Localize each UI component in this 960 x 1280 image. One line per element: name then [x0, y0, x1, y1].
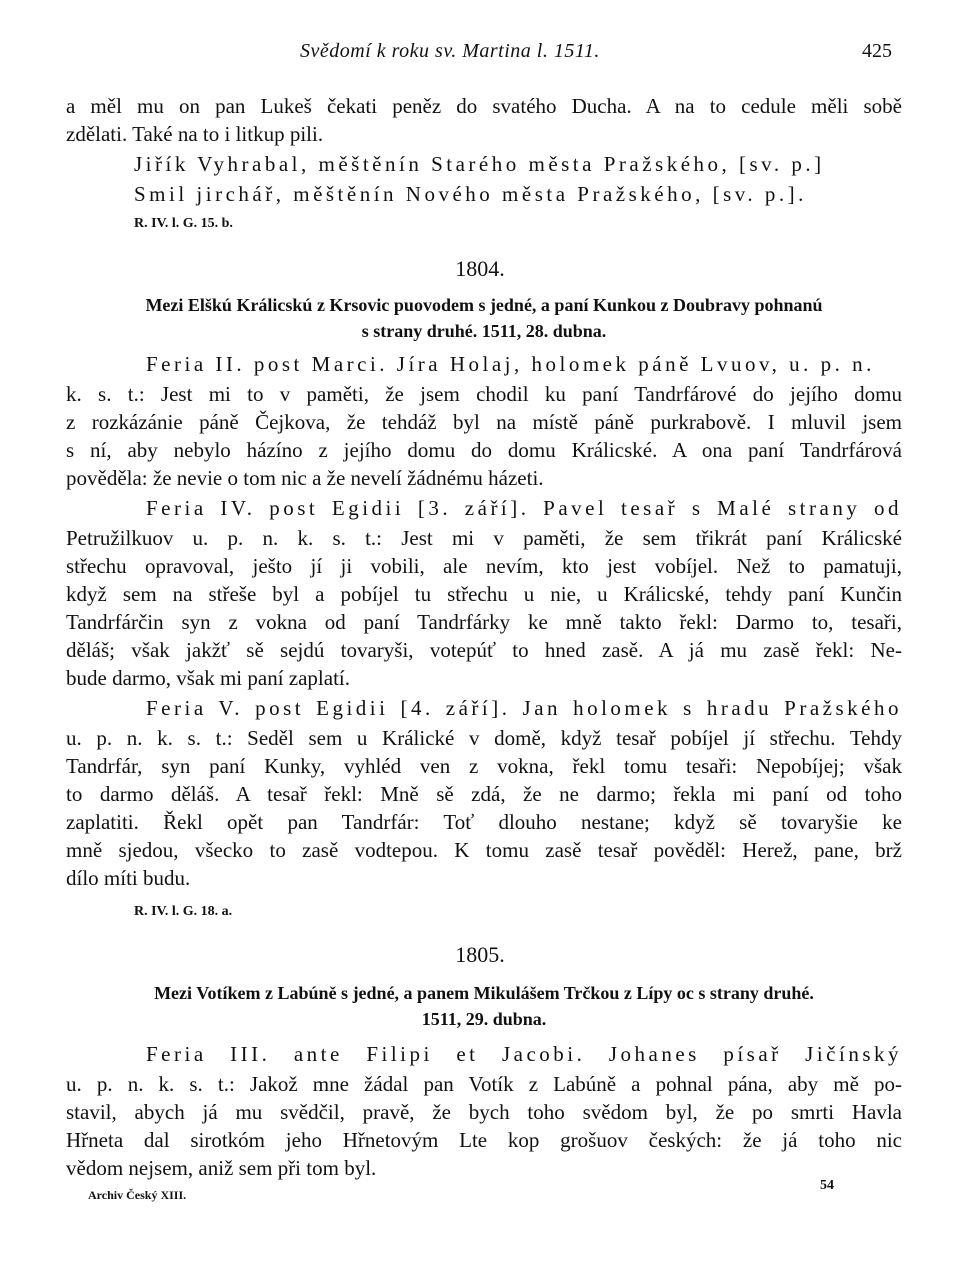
document-number: 1804. [455, 256, 505, 281]
text-line: zdělati. Také na to i litkup pili. [66, 122, 324, 146]
witness-line: Feria V. post Egidii [4. září]. Jan holomek s hradu Pražského [146, 696, 902, 720]
text-line: z rozkázánie páně Čejkova, že tehdáž byl na místě páně purkrabově. I mluvil jsem [66, 410, 902, 434]
text-line: u. p. n. k. s. t.: Jakož mne žádal pan Votík z Labúně a pohnal pána, aby mě po- [66, 1072, 902, 1096]
text-line: stavil, abych já mu svědčil, pravě, že bych toho svědom byl, že po smrti Havla [66, 1100, 902, 1124]
document-caption: Mezi Elškú Králicskú z Krsovic puovodem s jedné, a paní Kunkou z Doubravy pohnanú [145, 295, 823, 315]
document-number: 1805. [455, 942, 505, 967]
source-footer: Archiv Český XIII. [88, 1188, 187, 1202]
text-line: děláš; však jakžť sě sejdú tovaryši, votepúť to hned zasě. A já mu zasě řekl: Ne- [66, 638, 902, 662]
text-line: s ní, aby nebylo házíno z jejího domu do domu Králicské. A ona paní Tandrfárová [66, 438, 902, 462]
document-caption: Mezi Votíkem z Labúně s jedné, a panem Mikulášem Trčkou z Lípy oc s strany druhé. [154, 983, 814, 1003]
text-line: to darmo děláš. A tesař řekl: Mně sě zdá, že ne darmo; řekla mi paní od toho [66, 782, 902, 806]
text-line: Tandrfárčin syn z vokna od paní Tandrfárky ke mně takto řekl: Darmo to, tesaři, [66, 610, 902, 634]
document-caption: s strany druhé. 1511, 28. dubna. [361, 321, 607, 341]
witness-line: Smil jirchář, měštěnín Nového města Pražského, [sv. p.]. [134, 182, 807, 206]
text-line: a měl mu on pan Lukeš čekati peněz do svatého Ducha. A na to cedule měli sobě [66, 94, 902, 118]
witness-line: Feria III. ante Filipi et Jacobi. Johanes písař Jičínský [146, 1042, 902, 1066]
text-line: pověděla: že nevie o tom nic a že nevelí žádnému házeti. [66, 466, 544, 490]
witness-line: Feria IV. post Egidii [3. září]. Pavel tesař s Malé strany od [146, 496, 902, 520]
page-number: 425 [862, 40, 892, 62]
text-line: dílo míti budu. [66, 866, 191, 890]
document-caption: 1511, 29. dubna. [421, 1009, 547, 1029]
text-line: Petružilkuov u. p. n. k. s. t.: Jest mi v paměti, že sem třikrát paní Králicské [66, 526, 902, 550]
text-line: u. p. n. k. s. t.: Seděl sem u Králické v domě, když tesař pobíjel jí střechu. Tehdy [66, 726, 902, 750]
running-title: Svědomí k roku sv. Martina l. 1511. [300, 40, 600, 62]
witness-line: Feria II. post Marci. Jíra Holaj, holomek páně Lvuov, u. p. n. [146, 352, 875, 376]
text-line: když sem na střeše byl a pobíjel tu střechu u nie, u Králicské, tehdy paní Kunčin [66, 582, 902, 606]
witness-line: Jiřík Vyhrabal, měštěnín Starého města Pražského, [sv. p.] [134, 152, 825, 176]
text-line: Tandrfár, syn paní Kunky, vyhléd ven z vokna, řekl tomu tesaři: Nepobíjej; však [66, 754, 902, 778]
text-line: Hřneta dal sirotkóm jeho Hřnetovým Lte kop grošuov českých: že já toho nic [66, 1128, 902, 1152]
text-line: střechu opravoval, ješto jí ji vobili, ale nevím, kto jest vobíjel. Než to pamatuji, [66, 554, 902, 578]
text-line: vědom nejsem, aniž sem při tom byl. [66, 1156, 377, 1180]
archive-reference: R. IV. l. G. 15. b. [134, 216, 233, 231]
archive-reference: R. IV. l. G. 18. a. [134, 904, 233, 919]
text-line: bude darmo, však mi paní zaplatí. [66, 666, 351, 690]
text-line: k. s. t.: Jest mi to v paměti, že jsem chodil ku paní Tandrfárové do jejího domu [66, 382, 902, 406]
text-line: zaplatiti. Řekl opět pan Tandrfár: Toť dlouho nestane; když sě tovaryšie ke [66, 810, 902, 834]
text-line: mně sjedou, všecko to zasě vodtepou. K tomu zasě tesař pověděl: Herež, pane, brž [66, 838, 902, 862]
printer-signature: 54 [820, 1178, 834, 1193]
